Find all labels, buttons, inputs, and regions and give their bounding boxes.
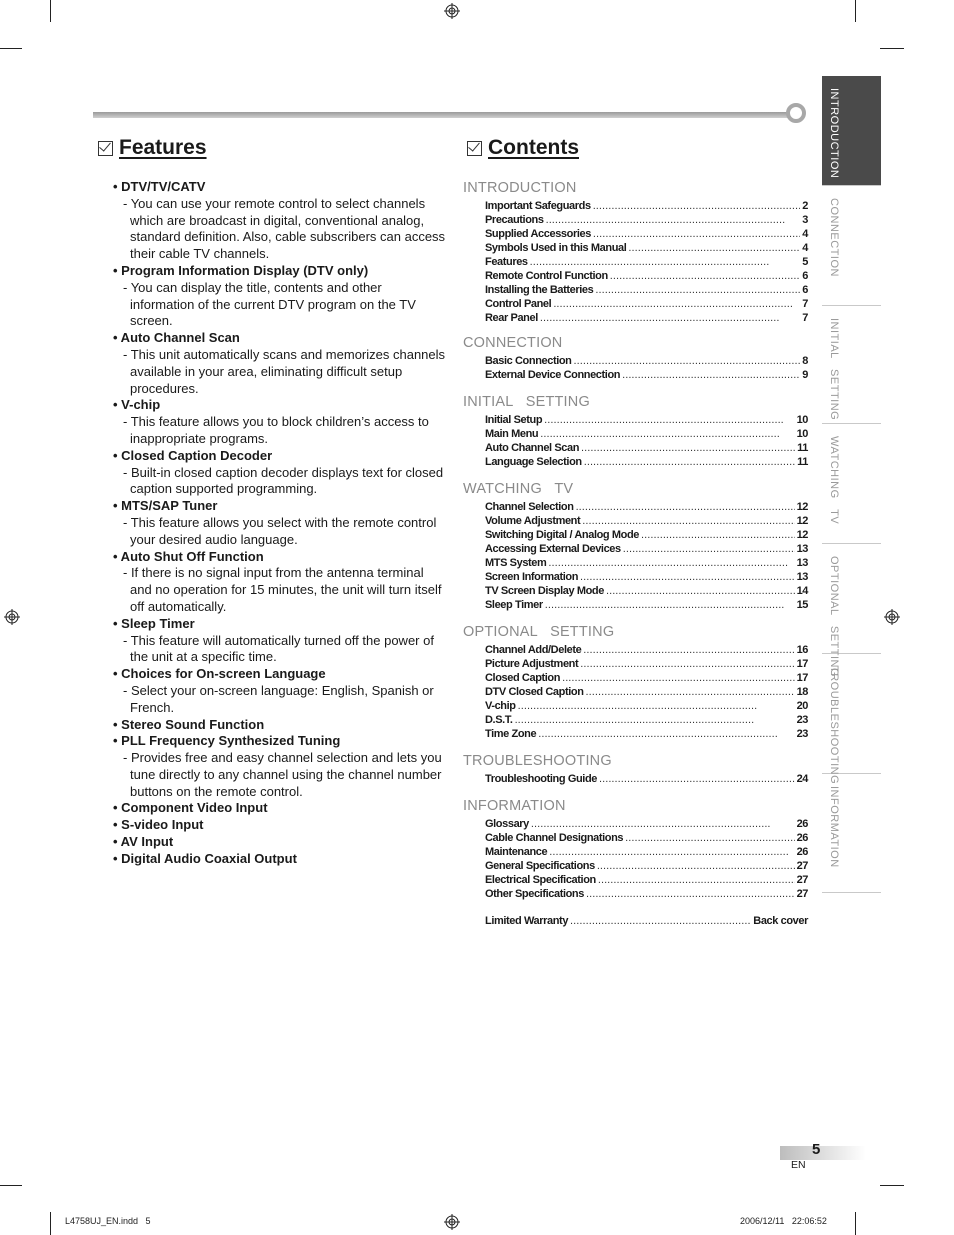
toc-leader-dots: [582, 514, 794, 528]
toc-entry-page: 4: [802, 242, 808, 254]
toc-entry-page: 12: [796, 515, 808, 527]
toc-entry-label: Basic Connection: [485, 355, 572, 367]
toc-entry-page: 9: [802, 369, 808, 381]
toc-leader-dots: [586, 887, 795, 901]
toc-list: [485, 199, 808, 325]
registration-mark-icon: [4, 609, 20, 625]
toc-leader-dots: [599, 772, 795, 786]
feature-description: - This feature will automatically turned off the power of the unit at a specific time.: [123, 632, 434, 665]
toc-entry-page: 3: [802, 214, 808, 226]
feature-title: • PLL Frequency Synthesized Tuning: [113, 733, 341, 749]
toc-entry-label: Closed Caption: [485, 672, 561, 684]
checkbox-icon: [467, 141, 482, 156]
toc-entry-page: 24: [796, 773, 808, 785]
crop-mark: [0, 48, 22, 49]
crop-mark: [50, 1212, 51, 1235]
toc-leader-dots: [606, 584, 795, 598]
table-of-contents: [463, 180, 808, 928]
toc-entry: [485, 241, 808, 255]
feature-title: • MTS/SAP Tuner: [113, 498, 218, 514]
toc-entry: [485, 199, 808, 213]
toc-leader-dots: [562, 671, 794, 685]
feature-item: [113, 498, 448, 548]
toc-list: [485, 354, 808, 382]
toc-entry-page: 20: [796, 700, 808, 712]
toc-list: [485, 413, 808, 469]
feature-title: • Program Information Display (DTV only): [113, 262, 369, 278]
toc-entry-label: General Specifications: [485, 860, 595, 872]
toc-leader-dots: [549, 845, 794, 859]
toc-entry: [485, 528, 808, 542]
toc-entry-label: Language Selection: [485, 456, 582, 468]
toc-leader-dots: [581, 441, 795, 455]
toc-entry-page: 10: [796, 428, 808, 440]
toc-leader-dots: [623, 542, 795, 556]
toc-leader-dots: [580, 570, 795, 584]
toc-entry-page: 4: [802, 228, 808, 240]
toc-leader-dots: [580, 657, 794, 671]
language-code: EN: [791, 1159, 806, 1171]
toc-entry-label: Control Panel: [485, 298, 552, 310]
side-tab-optional-setting: [822, 544, 881, 678]
feature-description: - Select your on-screen language: English, Spanish or French.: [123, 682, 434, 715]
crop-mark: [880, 1185, 904, 1186]
side-tab-label: WATCHING TV: [828, 436, 840, 525]
toc-entry-page: 26: [796, 832, 808, 844]
toc-category: INITIAL SETTING: [463, 394, 590, 410]
feature-title: • V-chip: [113, 397, 161, 413]
toc-entry: [485, 542, 808, 556]
toc-entry: [485, 772, 808, 786]
feature-item: [113, 800, 448, 817]
feature-title: • Stereo Sound Function: [113, 716, 265, 732]
feature-description: - This feature allows you to block children’s access to inappropriate programs.: [123, 414, 429, 446]
toc-entry: [485, 427, 808, 441]
feature-title: • Component Video Input: [113, 800, 268, 816]
toc-entry-label: Maintenance: [485, 846, 548, 858]
toc-leader-dots: [570, 914, 751, 928]
toc-entry-label: Screen Information: [485, 571, 579, 583]
side-tab-introduction: [822, 76, 881, 186]
side-tab-label: INFORMATION: [828, 786, 840, 868]
toc-leader-dots: [593, 199, 801, 213]
toc-list: [485, 500, 808, 612]
toc-entry: [485, 213, 808, 227]
toc-entry: [485, 441, 808, 455]
feature-item: [113, 330, 448, 397]
toc-entry-page: 15: [796, 599, 808, 611]
toc-leader-dots: [598, 873, 795, 887]
toc-entry-label: Cable Channel Designations: [485, 832, 624, 844]
toc-leader-dots: [593, 227, 800, 241]
toc-entry-label: Accessing External Devices: [485, 543, 621, 555]
toc-entry-page: 13: [796, 543, 808, 555]
side-tab-label: INITIAL SETTING: [828, 318, 840, 421]
side-tab-label: INTRODUCTION: [828, 88, 840, 179]
toc-entry: [485, 455, 808, 469]
crop-mark: [855, 0, 856, 22]
crop-mark: [880, 48, 904, 49]
feature-item: [113, 263, 448, 330]
toc-entry-label: Volume Adjustment: [485, 515, 581, 527]
feature-item: [113, 733, 448, 800]
toc-leader-dots: [538, 727, 794, 741]
toc-leader-dots: [546, 213, 801, 227]
toc-leader-dots: [622, 368, 800, 382]
toc-entry: [485, 817, 808, 831]
toc-category: OPTIONAL SETTING: [463, 624, 615, 640]
toc-entry-page: 6: [802, 284, 808, 296]
toc-entry-page: 7: [802, 312, 808, 324]
toc-leader-dots: [586, 685, 795, 699]
feature-title: • Auto Shut Off Function: [113, 548, 264, 564]
features-list: [113, 179, 448, 868]
features-title: Features: [119, 136, 207, 159]
toc-entry-page: 17: [796, 672, 808, 684]
toc-entry: [485, 514, 808, 528]
toc-entry: [485, 584, 808, 598]
side-tab-label: CONNECTION: [828, 198, 840, 277]
toc-entry-label: Installing the Batteries: [485, 284, 594, 296]
feature-item: [113, 666, 448, 716]
toc-category: INTRODUCTION: [463, 180, 577, 196]
toc-entry: [485, 713, 808, 727]
toc-entry-page: 13: [796, 571, 808, 583]
toc-entry: [485, 727, 808, 741]
toc-entry: [485, 368, 808, 382]
toc-leader-dots: [597, 859, 795, 873]
registration-mark-icon: [884, 609, 900, 625]
toc-entry-label: Glossary: [485, 818, 529, 830]
toc-entry-page: 23: [796, 714, 808, 726]
toc-entry-page: 2: [802, 200, 808, 212]
registration-mark-icon: [444, 3, 460, 19]
feature-description: - This unit automatically scans and memorizes channels available in your area, eliminating difficult setup procedures.: [123, 346, 446, 396]
toc-entry-label: Auto Channel Scan: [485, 442, 580, 454]
side-tab-information: [822, 774, 881, 893]
feature-description: - If there is no signal input from the antenna terminal and no operation for 15 minutes, the unit will turn itself off automatically.: [123, 565, 442, 614]
toc-entry-page: 11: [797, 456, 808, 468]
feature-title: • DTV/TV/CATV: [113, 179, 206, 194]
toc-category: TROUBLESHOOTING: [463, 753, 612, 769]
toc-leader-dots: [553, 297, 800, 311]
toc-entry: [485, 570, 808, 584]
toc-entry: [485, 500, 808, 514]
side-tab-connection: [822, 186, 881, 306]
toc-entry-page: 23: [796, 728, 808, 740]
toc-entry-page: 11: [797, 442, 808, 454]
toc-entry-label: Remote Control Function: [485, 270, 608, 282]
toc-entry: [485, 914, 808, 928]
feature-item: [113, 179, 448, 263]
toc-entry-page: 5: [802, 256, 808, 268]
toc-entry-page: Back cover: [753, 915, 808, 927]
toc-list: [485, 772, 808, 786]
toc-entry-label: Main Menu: [485, 428, 539, 440]
side-tab-watching-tv: [822, 424, 881, 544]
toc-leader-dots: [625, 831, 794, 845]
toc-leader-dots: [515, 713, 795, 727]
toc-leader-dots: [548, 556, 794, 570]
footer-file: L4758UJ_EN.indd 5: [65, 1216, 151, 1226]
toc-entry-page: 8: [802, 355, 808, 367]
contents-heading: [467, 136, 579, 160]
toc-entry-label: DTV Closed Caption: [485, 686, 584, 698]
toc-entry-label: Initial Setup: [485, 414, 543, 426]
toc-entry: [485, 845, 808, 859]
toc-entry-label: Other Specifications: [485, 888, 584, 900]
toc-entry: [485, 873, 808, 887]
toc-leader-dots: [610, 269, 800, 283]
toc-entry-page: 16: [796, 644, 808, 656]
toc-leader-dots: [545, 598, 795, 612]
toc-entry-label: Features: [485, 256, 528, 268]
toc-entry: [485, 831, 808, 845]
toc-leader-dots: [540, 311, 800, 325]
toc-entry: [485, 643, 808, 657]
feature-item: [113, 851, 448, 868]
toc-entry-label: D.S.T.: [485, 714, 513, 726]
crop-mark: [855, 1212, 856, 1235]
feature-item: [113, 817, 448, 834]
toc-category: INFORMATION: [463, 798, 566, 814]
toc-leader-dots: [574, 354, 801, 368]
toc-entry-label: Limited Warranty: [485, 915, 569, 927]
toc-leader-dots: [531, 817, 795, 831]
toc-entry: [485, 255, 808, 269]
toc-leader-dots: [628, 241, 800, 255]
toc-entry-page: 17: [796, 658, 808, 670]
toc-list: [485, 914, 808, 928]
toc-category: CONNECTION: [463, 335, 563, 351]
toc-leader-dots: [595, 283, 800, 297]
toc-entry-page: 12: [796, 529, 808, 541]
toc-entry: [485, 887, 808, 901]
toc-leader-dots: [584, 455, 795, 469]
side-tabs: [822, 76, 881, 893]
toc-entry-page: 14: [796, 585, 808, 597]
side-tab-troubleshooting: [822, 654, 881, 785]
toc-list: [485, 643, 808, 741]
contents-title: Contents: [488, 136, 579, 159]
feature-description: - This feature allows you select with the remote control your desired audio language.: [123, 514, 437, 547]
checkbox-icon: [98, 141, 113, 156]
toc-entry-label: External Device Connection: [485, 369, 621, 381]
registration-mark-icon: [444, 1214, 460, 1230]
toc-entry-page: 18: [796, 686, 808, 698]
crop-mark: [50, 0, 51, 22]
toc-entry: [485, 671, 808, 685]
toc-entry-page: 10: [796, 414, 808, 426]
toc-entry: [485, 413, 808, 427]
toc-entry: [485, 311, 808, 325]
page-number: 5: [812, 1141, 821, 1158]
toc-entry-label: MTS System: [485, 557, 547, 569]
toc-entry: [485, 283, 808, 297]
toc-entry: [485, 354, 808, 368]
toc-entry-label: Important Safeguards: [485, 200, 591, 212]
toc-entry-label: TV Screen Display Mode: [485, 585, 604, 597]
toc-entry-label: Electrical Specification: [485, 874, 596, 886]
crop-mark: [0, 1185, 22, 1186]
feature-description: - You can display the title, contents and other information of the current DTV program on the TV screen.: [123, 279, 416, 329]
feature-title: • Digital Audio Coaxial Output: [113, 850, 297, 866]
toc-entry-label: Switching Digital / Analog Mode: [485, 529, 640, 541]
toc-entry-page: 7: [802, 298, 808, 310]
toc-entry-page: 27: [796, 888, 808, 900]
feature-description: - Provides free and easy channel selection and lets you tune directly to any channel using the channel number buttons on the remote control.: [123, 750, 442, 799]
feature-title: • AV Input: [113, 834, 174, 850]
toc-entry-label: Time Zone: [485, 728, 537, 740]
feature-description: - You can use your remote control to select channels which are broadcast in digital, conventional analog, standard definition. Also, cable subscribers can access their cable TV channels.: [123, 195, 446, 262]
toc-entry-label: V-chip: [485, 700, 516, 712]
toc-leader-dots: [641, 528, 795, 542]
toc-leader-dots: [544, 413, 794, 427]
toc-entry-page: 27: [796, 860, 808, 872]
page-number-bar: [780, 1146, 866, 1160]
toc-leader-dots: [540, 427, 794, 441]
toc-entry-label: Troubleshooting Guide: [485, 773, 597, 785]
toc-entry: [485, 859, 808, 873]
toc-entry-label: Precautions: [485, 214, 544, 226]
toc-entry: [485, 269, 808, 283]
toc-entry-label: Channel Selection: [485, 501, 574, 513]
toc-entry: [485, 556, 808, 570]
toc-entry-label: Symbols Used in this Manual: [485, 242, 627, 254]
toc-entry-page: 6: [802, 270, 808, 282]
toc-entry: [485, 699, 808, 713]
toc-entry-label: Channel Add/Delete: [485, 644, 582, 656]
toc-leader-dots: [518, 699, 795, 713]
side-tab-label: OPTIONAL SETTING: [828, 556, 840, 678]
header-rule-end-circle: [786, 103, 806, 123]
toc-entry: [485, 657, 808, 671]
toc-entry-page: 12: [796, 501, 808, 513]
toc-entry-page: 26: [796, 818, 808, 830]
feature-item: [113, 549, 448, 616]
toc-entry: [485, 227, 808, 241]
feature-title: • Auto Channel Scan: [113, 330, 240, 346]
toc-entry: [485, 297, 808, 311]
toc-list: [485, 817, 808, 901]
feature-item: [113, 616, 448, 666]
toc-entry-label: Sleep Timer: [485, 599, 543, 611]
toc-leader-dots: [576, 500, 795, 514]
toc-entry-label: Rear Panel: [485, 312, 538, 324]
feature-title: • Sleep Timer: [113, 615, 195, 631]
side-tab-label: TROUBLESHOOTING: [828, 666, 840, 785]
feature-item: [113, 448, 448, 498]
toc-entry-page: 26: [796, 846, 808, 858]
feature-title: • Choices for On-screen Language: [113, 666, 326, 682]
toc-entry: [485, 598, 808, 612]
toc-entry-label: Supplied Accessories: [485, 228, 591, 240]
footer-datetime: 2006/12/11 22:06:52: [740, 1216, 827, 1226]
feature-title: • S-video Input: [113, 817, 204, 833]
side-tab-initial-setting: [822, 306, 881, 424]
feature-title: • Closed Caption Decoder: [113, 447, 273, 463]
feature-item: [113, 397, 448, 447]
toc-category: WATCHING TV: [463, 481, 574, 497]
features-heading: [98, 136, 207, 160]
toc-entry: [485, 685, 808, 699]
toc-leader-dots: [583, 643, 794, 657]
feature-description: - Built-in closed caption decoder displays text for closed caption supported programming.: [123, 464, 444, 497]
header-rule: [93, 112, 793, 118]
feature-item: [113, 834, 448, 851]
toc-entry-page: 27: [796, 874, 808, 886]
feature-item: [113, 717, 448, 734]
toc-leader-dots: [530, 255, 801, 269]
toc-entry-page: 13: [796, 557, 808, 569]
toc-entry-label: Picture Adjustment: [485, 658, 579, 670]
